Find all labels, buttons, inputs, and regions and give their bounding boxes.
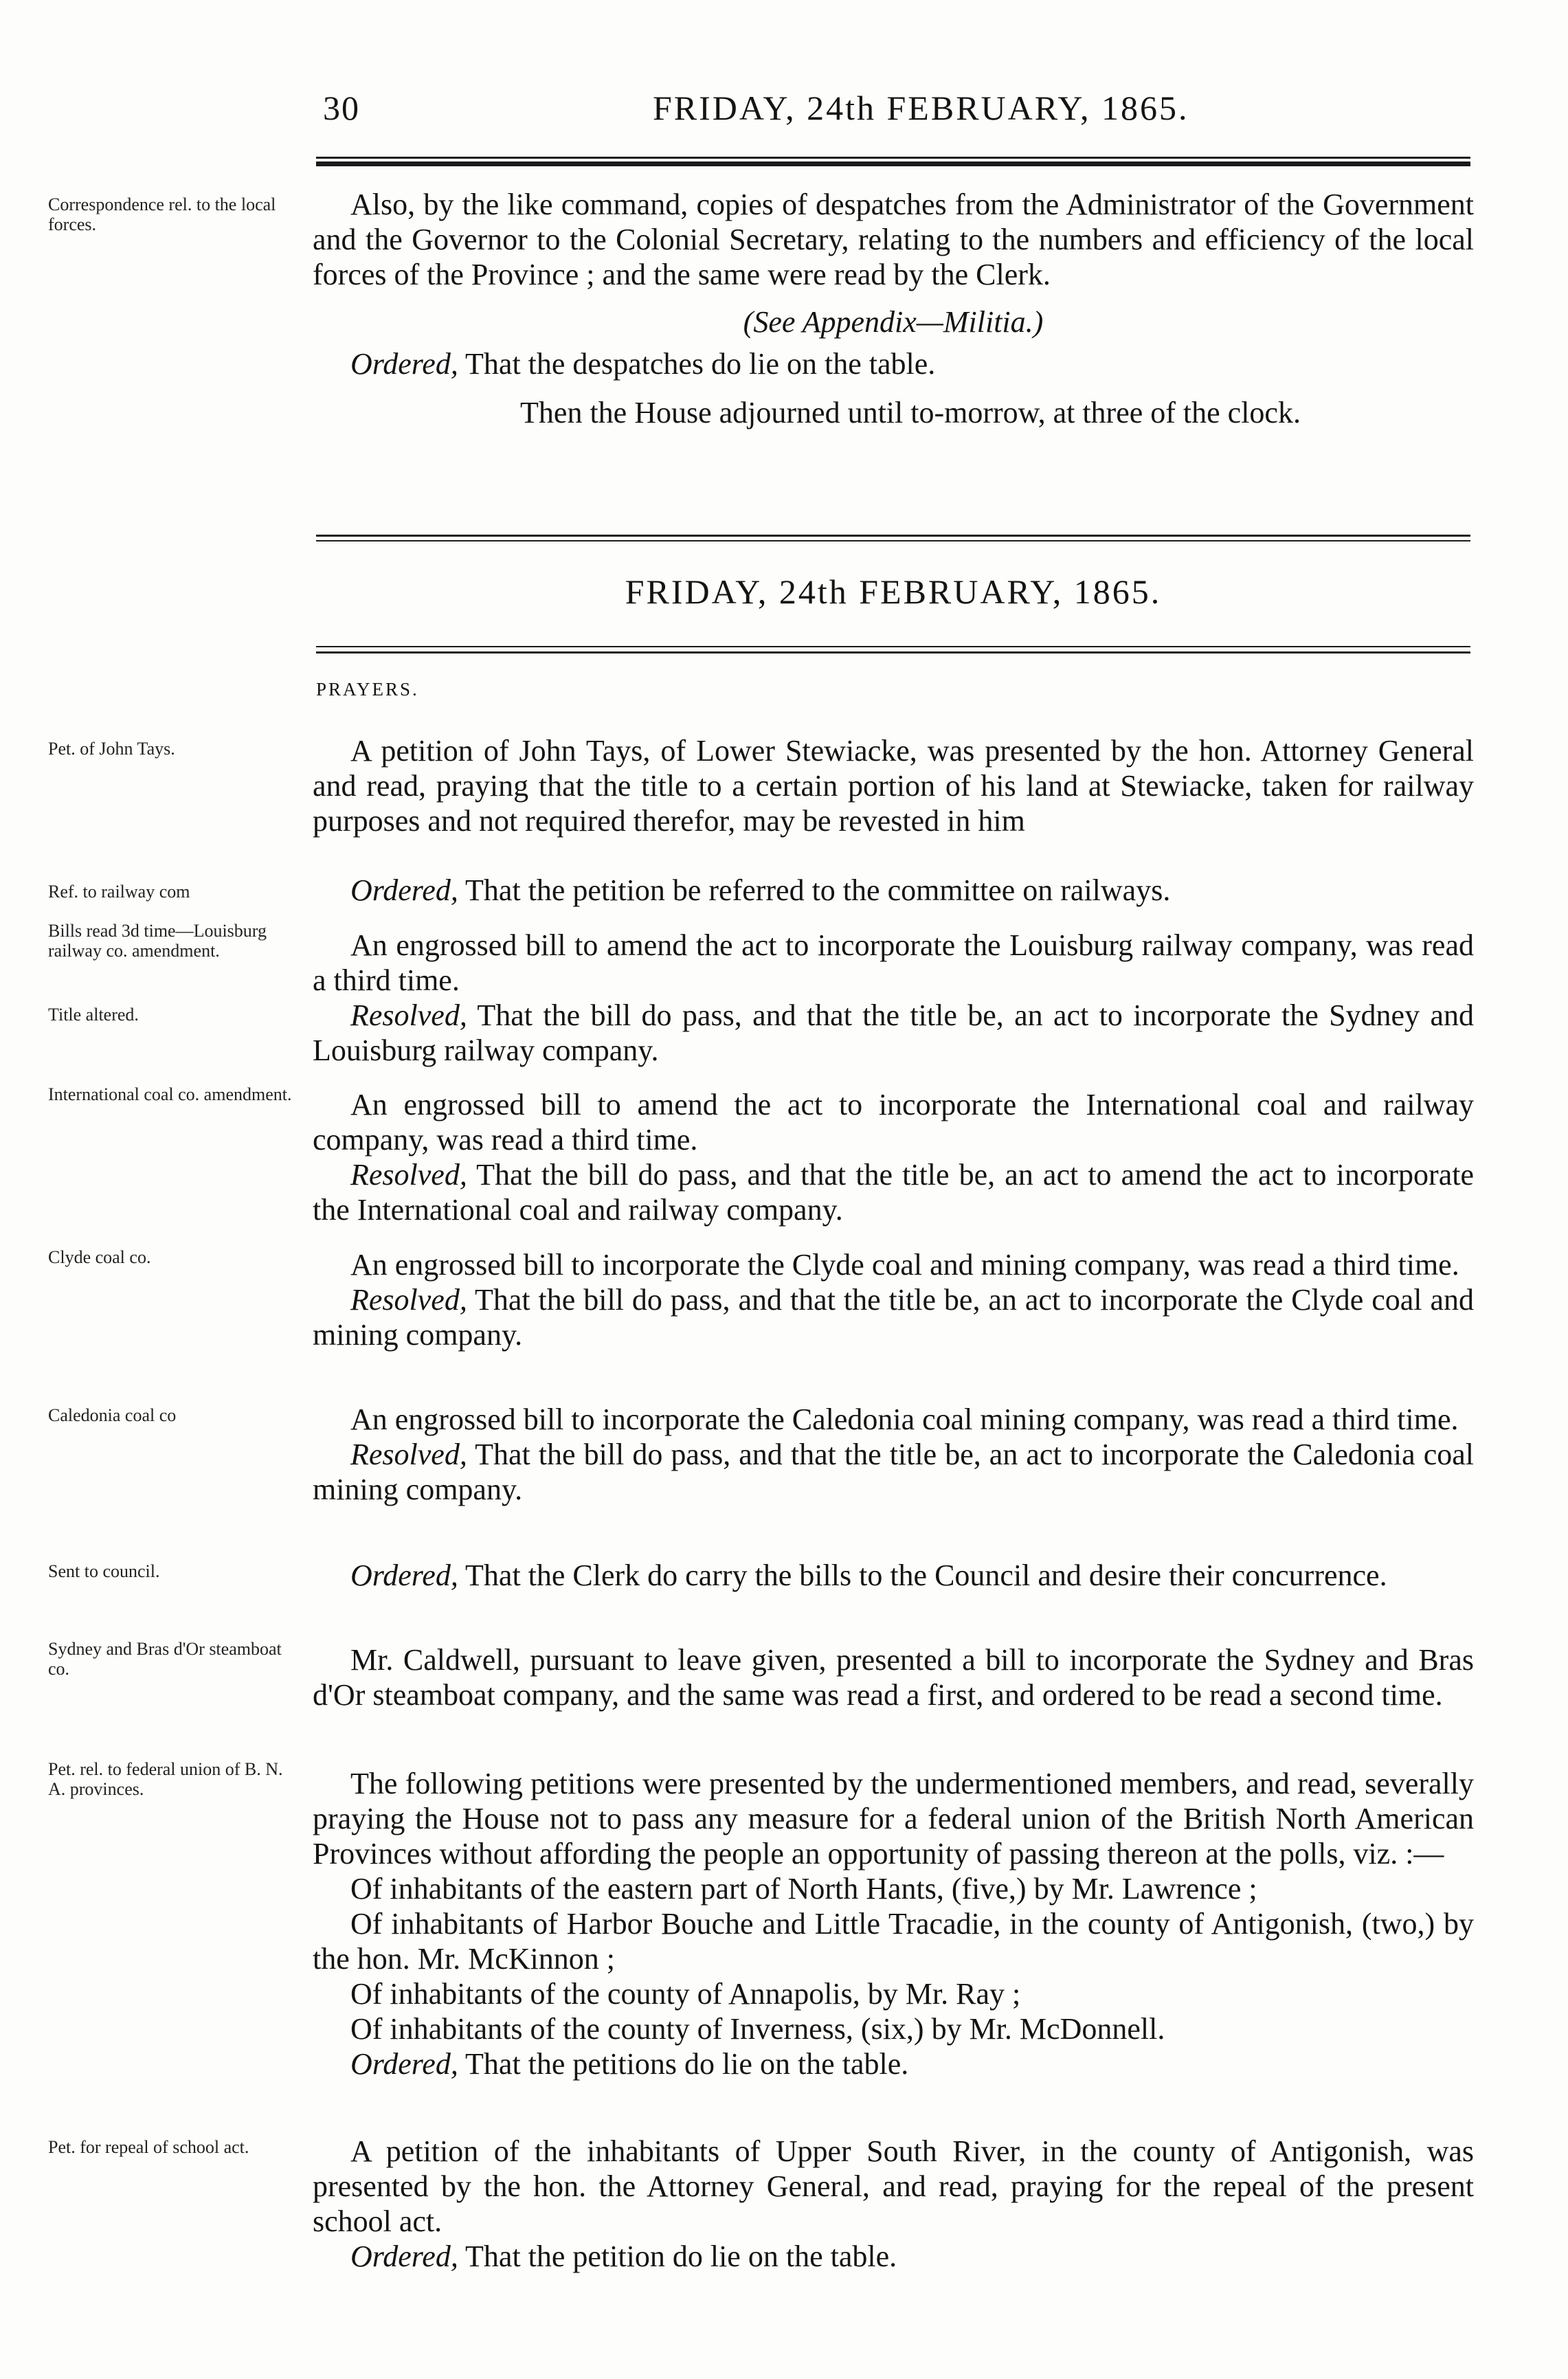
section-rule-1 <box>316 535 1470 537</box>
entry-clyde-coal <box>313 1247 1474 1352</box>
entry-steamboat-bill <box>313 1642 1474 1712</box>
prayers-heading: PRAYERS. <box>316 679 419 700</box>
entry-caledonia-coal <box>313 1402 1474 1507</box>
margin-note: Pet. for repeal of school act. <box>48 2137 249 2157</box>
ordered-text: That the despatches do lie on the table. <box>465 347 936 381</box>
margin-note: Pet. rel. to federal union of B. N. A. provinces. <box>48 1759 283 1799</box>
section-rule-3 <box>316 646 1470 647</box>
entry-body: That the bill do pass, and that the title be, an act to incorporate the Caledonia coal mining company. <box>313 1438 1474 1506</box>
margin-note: Title altered. <box>48 1005 139 1025</box>
entry-resolved <box>313 1437 1474 1507</box>
entry-text: An engrossed bill to amend the act to incorporate the Louisburg railway company, was read a third time. <box>313 928 1474 997</box>
margin-note: Clyde coal co. <box>48 1247 151 1267</box>
entry-label: Ordered, <box>350 2240 458 2273</box>
entry-federal-union-petitions <box>313 1766 1474 2081</box>
margin-note: Ref. to railway com <box>48 882 190 902</box>
entry-body: That the Clerk do carry the bills to the Council and desire their concurrence. <box>465 1559 1387 1592</box>
entry-text: An engrossed bill to incorporate the Caledonia coal mining company, was read a third time. <box>350 1403 1459 1436</box>
entry-label: Resolved, <box>350 1283 467 1317</box>
petition-list-item: Of inhabitants of the county of Inverness, (six,) by Mr. McDonnell. <box>350 2012 1165 2046</box>
margin-note: Sent to council. <box>48 1561 160 1581</box>
entry-louisburg-bill <box>313 928 1474 998</box>
entry-resolved <box>313 1282 1474 1352</box>
entry-title-altered <box>313 998 1474 1068</box>
date-heading: FRIDAY, 24th FEBRUARY, 1865. <box>625 572 1162 611</box>
petition-list-item: Of inhabitants of Harbor Bouche and Little Tracadie, in the county of Antigonish, (two,) by the hon. Mr. McKinnon ; <box>313 1907 1474 1976</box>
entry-body: That the bill do pass, and that the title be, an act to incorporate the Sydney and Louisburg railway company. <box>313 998 1474 1067</box>
entry-petition-tays <box>313 733 1474 838</box>
entry-body: That the bill do pass, and that the title be, an act to incorporate the Clyde coal and mining company. <box>313 1283 1474 1352</box>
entry-resolved <box>313 1157 1474 1227</box>
margin-note: International coal co. amendment. <box>48 1084 292 1104</box>
petition-list-item: Of inhabitants of the eastern part of North Hants, (five,) by Mr. Lawrence ; <box>350 1872 1257 1906</box>
entry-label: Resolved, <box>350 998 467 1032</box>
header-rule-thick <box>316 161 1470 166</box>
entry-text <box>313 998 1474 1068</box>
entry-label: Ordered, <box>350 873 458 907</box>
entry-text: Mr. Caldwell, pursuant to leave given, presented a bill to incorporate the Sydney and Bras d'Or steamboat company, and the same was read a first, and ordered to be read a second time. <box>313 1643 1474 1712</box>
entry-body: That the bill do pass, and that the title be, an act to amend the act to incorporate the International coal and railway company. <box>313 1158 1474 1227</box>
top-section <box>313 187 1474 430</box>
entry-referred-railways <box>313 873 1474 908</box>
section-rule-2 <box>316 540 1470 541</box>
entry-text <box>313 873 1474 908</box>
entry-body: That the petitions do lie on the table. <box>465 2047 909 2081</box>
entry-ordered <box>313 2046 1474 2081</box>
entry-school-act-petition <box>313 2134 1474 2274</box>
entry-body: That the petition do lie on the table. <box>465 2240 897 2273</box>
entry-label: Resolved, <box>350 1438 467 1471</box>
entry-text: An engrossed bill to amend the act to incorporate the International coal and railway company, was read a third time. <box>313 1088 1474 1157</box>
entry-ordered <box>313 2239 1474 2274</box>
page-header <box>323 88 1470 143</box>
header-rule-thin <box>316 157 1470 159</box>
entry-sent-to-council <box>313 1558 1474 1593</box>
margin-note: Pet. of John Tays. <box>48 739 175 759</box>
petition-list-item: Of inhabitants of the county of Annapolis, by Mr. Ray ; <box>350 1977 1021 2011</box>
margin-note: Sydney and Bras d'Or steamboat co. <box>48 1639 282 1679</box>
entry-label: Ordered, <box>350 2047 458 2081</box>
page-number: 30 <box>323 89 360 127</box>
despatches-paragraph: Also, by the like command, copies of despatches from the Administrator of the Government and the Governor to the Colonial Secretary, relating to the numbers and efficiency of the local forces of the Province ; and the same were read by the Clerk. <box>313 188 1474 291</box>
entry-text: The following petitions were presented by the undermentioned members, and read, severally praying the House not to pass any measure for a federal union of the British North American Provinces without affording the people an opportunity of passing thereon at the polls, viz. :— <box>313 1767 1474 1870</box>
entry-text: A petition of John Tays, of Lower Stewiacke, was presented by the hon. Attorney General and read, praying that the title to a certain portion of his land at Stewiacke, taken for railway purposes and not required therefor, may be revested in him <box>313 734 1474 838</box>
margin-note: Caledonia coal co <box>48 1405 177 1425</box>
entry-label: Ordered, <box>350 1559 458 1592</box>
entry-body: That the petition be referred to the committee on railways. <box>465 873 1171 907</box>
appendix-reference: (See Appendix—Militia.) <box>743 305 1044 339</box>
entry-text: An engrossed bill to incorporate the Clyde coal and mining company, was read a third time. <box>350 1248 1459 1282</box>
entry-international-coal <box>313 1087 1474 1227</box>
adjournment-line: Then the House adjourned until to-morrow, at three of the clock. <box>520 396 1301 429</box>
ordered-despatches <box>313 346 1474 381</box>
entry-label: Resolved, <box>350 1158 467 1192</box>
entry-text: A petition of the inhabitants of Upper South River, in the county of Antigonish, was presented by the hon. the Attorney General, and read, praying for the repeal of the present school act. <box>313 2134 1474 2238</box>
ordered-label: Ordered, <box>350 347 458 381</box>
margin-note-local-forces: Correspondence rel. to the local forces. <box>48 194 276 234</box>
margin-note: Bills read 3d time—Louisburg railway co. amendment. <box>48 921 267 961</box>
running-title: FRIDAY, 24th FEBRUARY, 1865. <box>653 89 1189 127</box>
entry-text <box>313 1558 1474 1593</box>
section-rule-4 <box>316 651 1470 654</box>
